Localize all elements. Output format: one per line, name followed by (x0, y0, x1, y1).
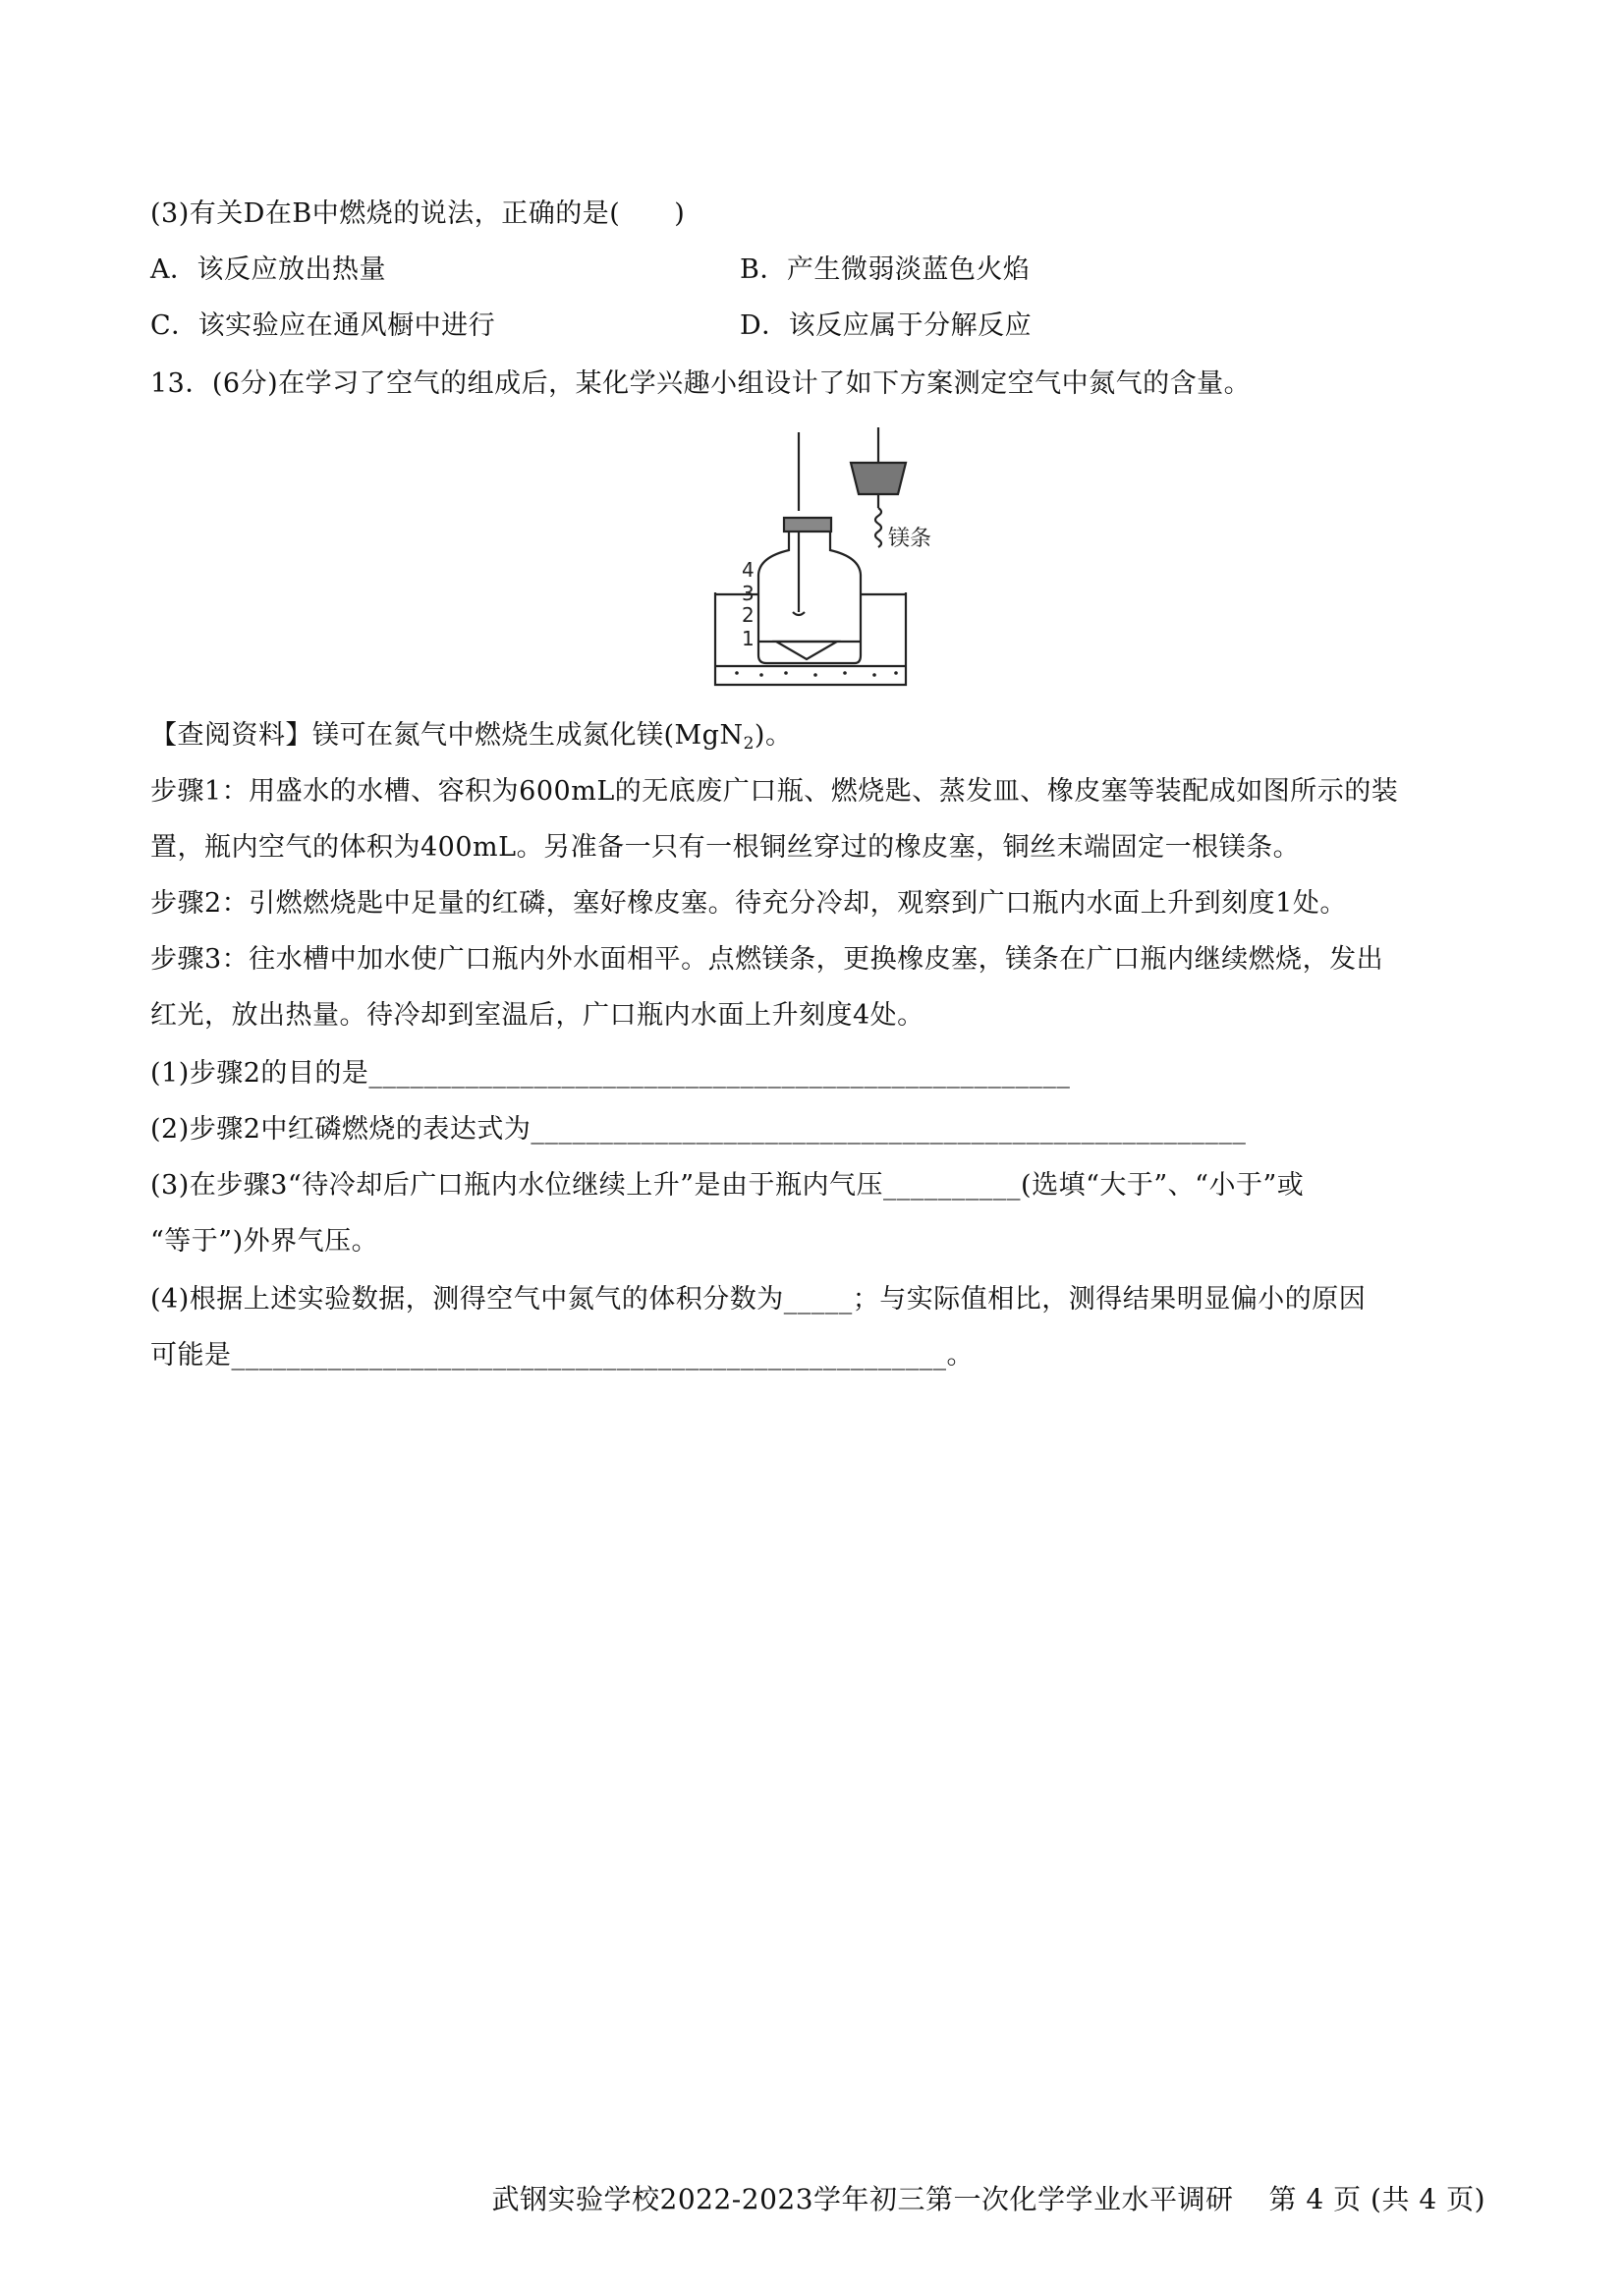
wide-mouth-bottle (758, 532, 861, 663)
spare-stopper (851, 463, 906, 494)
step2: 步骤2：引燃燃烧匙中足量的红磷，塞好橡皮塞。待充分冷却，观察到广口瓶内水面上升到刻度1处。 (150, 888, 1347, 919)
q12-part3-question: (3)有关D在B中燃烧的说法，正确的是( ) (150, 198, 686, 229)
scale-label-3: 3 (742, 582, 755, 605)
option-b: B．产生微弱淡蓝色火焰 (740, 254, 1031, 285)
scale-label-1: 1 (742, 627, 755, 650)
sub-question-4-line1: (4)根据上述实验数据，测得空气中氮气的体积分数为_____；与实际值相比，测得结果明显偏小的原因 (150, 1284, 1367, 1315)
scale-label-2: 2 (742, 603, 755, 627)
option-c: C．该实验应在通风橱中进行 (150, 310, 496, 341)
step3-line1: 步骤3：往水槽中加水使广口瓶内外水面相平。点燃镁条，更换橡皮塞，镁条在广口瓶内继续燃烧，发出 (150, 944, 1384, 975)
option-a: A．该反应放出热量 (150, 254, 386, 285)
step1-line1: 步骤1：用盛水的水槽、容积为600mL的无底废广口瓶、燃烧匙、蒸发皿、橡皮塞等装配成如图所示的装 (150, 776, 1399, 807)
bottle-stopper (784, 518, 831, 532)
footer-school: 武钢实验学校2022-2023学年初三第一次化学学业水平调研 (491, 2183, 1234, 2215)
q13-intro: 13．(6分)在学习了空气的组成后，某化学兴趣小组设计了如下方案测定空气中氮气的含量。 (150, 368, 1252, 399)
sub-question-3-line2: “等于”)外界气压。 (150, 1226, 379, 1257)
sub-question-1: (1)步骤2的目的是___________________________________________________ (150, 1058, 1071, 1089)
step3-line2: 红光，放出热量。待冷却到室温后，广口瓶内水面上升刻度4处。 (150, 1000, 924, 1031)
option-d: D．该反应属于分解反应 (740, 310, 1033, 341)
sub-question-4-line2: 可能是____________________________________________________。 (150, 1340, 974, 1371)
scale-label-4: 4 (742, 558, 755, 582)
combustion-spoon (793, 612, 805, 615)
sub-question-2: (2)步骤2中红磷燃烧的表达式为____________________________________________________ (150, 1114, 1247, 1145)
magnesium-strip (875, 508, 881, 547)
step1-line2: 置，瓶内空气的体积为400mL。另准备一只有一根铜丝穿过的橡皮塞，铜丝末端固定一根镁条。 (150, 832, 1301, 863)
footer-page-number: 第 4 页 (共 4 页) (1268, 2183, 1485, 2215)
apparatus-figure (707, 427, 932, 693)
reference-note: 【查阅资料】镁可在氮气中燃烧生成氮化镁(MgN$_2$)。 (150, 720, 793, 754)
magnesium-label: 镁条 (888, 527, 932, 551)
page-footer (492, 2182, 1485, 2217)
evaporating-dish (776, 642, 837, 659)
sub-question-3-line1: (3)在步骤3“待冷却后广口瓶内水位继续上升”是由于瓶内气压__________(选填“大于”、“小于”或 (150, 1170, 1305, 1201)
